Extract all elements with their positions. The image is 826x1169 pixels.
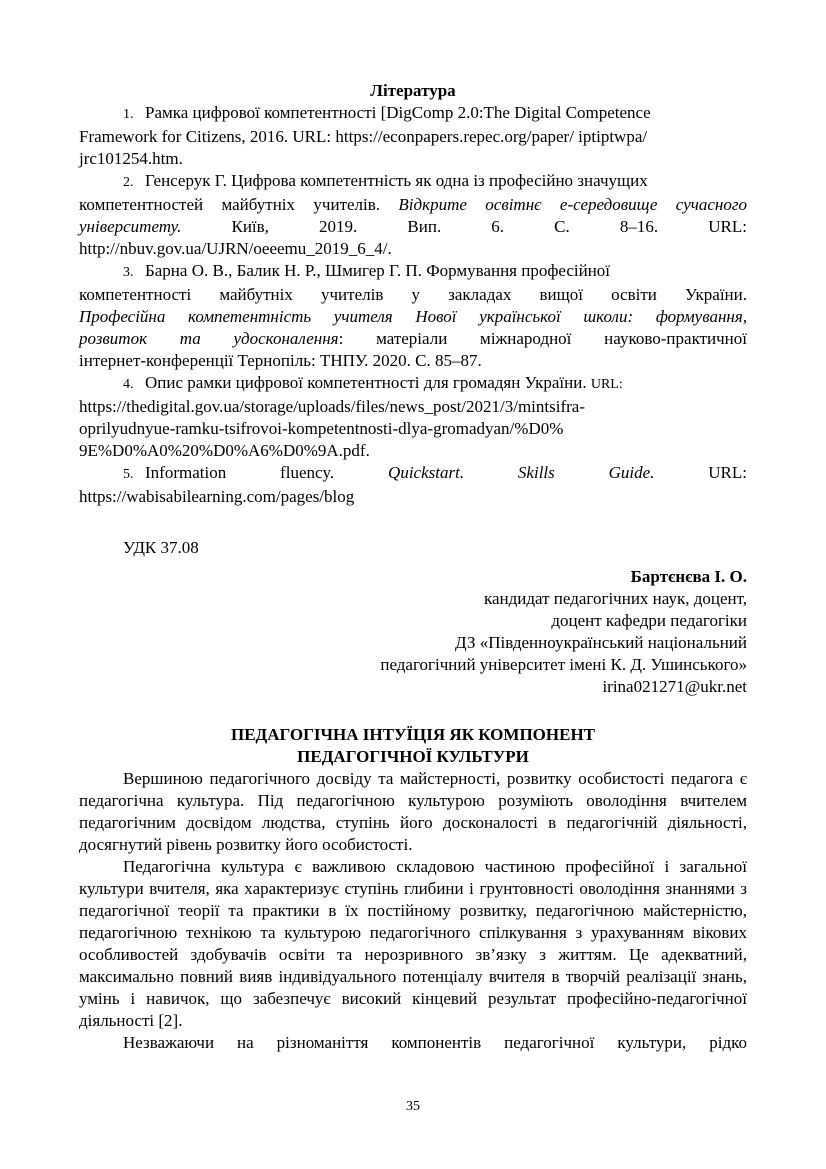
reference-source-title: Відкрите освітнє е-середовище сучасного: [398, 195, 747, 214]
author-block: [79, 566, 747, 698]
author-position: доцент кафедри педагогіки: [551, 611, 747, 630]
reference-text: Барна О. В., Балик Н. Р., Шмигер Г. П. Формування професійної: [145, 261, 611, 280]
reference-number: 3.: [123, 265, 134, 280]
reference-number: 4.: [123, 377, 134, 392]
reference-text: компетентності майбутніх учителів у закладах вищої освіти України.: [79, 285, 747, 304]
reference-text: Рамка цифрової компетентності [DigComp 2.0:The Digital Competence: [145, 103, 651, 122]
reference-source-title: Quickstart. Skills Guide.: [388, 463, 655, 482]
reference-link[interactable]: 9E%D0%A0%20%D0%A6%D0%9A.pdf.: [79, 441, 370, 460]
reference-text: [79, 328, 747, 350]
reference-text: Генсерук Г. Цифрова компетентність як одна із професійно значущих: [145, 171, 648, 190]
reference-text: [79, 216, 747, 238]
reference-link[interactable]: oprilyudnyue-ramku-tsifrovoi-kompetentnosti-dlya-gromadyan/%D0%: [79, 419, 564, 438]
reference-item-continued: [79, 486, 747, 508]
reference-text-part: компетентностей майбутніх учителів.: [79, 195, 399, 214]
reference-number: 1.: [123, 107, 134, 122]
reference-text: URL:: [590, 377, 623, 392]
reference-text: Опис рамки цифрової компетентності для громадян України.: [145, 373, 591, 392]
reference-link[interactable]: http://nbuv.gov.ua/UJRN/oeeemu_2019_6_4/.: [79, 239, 392, 258]
reference-item: [79, 462, 747, 486]
reference-number: 2.: [123, 175, 134, 190]
reference-item: [79, 372, 747, 462]
reference-number: 5.: [123, 467, 134, 482]
reference-text: Information fluency.: [145, 463, 389, 482]
article-title-line: ПЕДАГОГІЧНОЇ КУЛЬТУРИ: [297, 747, 529, 766]
author-name: Бартєнєва І. О.: [630, 567, 747, 586]
reference-text: Framework for Citizens, 2016. URL: https://econpapers.repec.org/paper/ iptiptwpa/: [79, 127, 648, 146]
author-institution: педагогічний університет імені К. Д. Ушинського»: [380, 655, 747, 674]
body-paragraph: Незважаючи на різноманіття компонентів педагогічної культури, рідко: [123, 1033, 747, 1052]
article-title: [79, 724, 747, 768]
reference-item: [79, 170, 747, 260]
reference-text-part: : матеріали міжнародної науково-практичної: [338, 329, 748, 348]
page-number: 35: [406, 1099, 420, 1114]
body-paragraph: Педагогічна культура є важливою складовою частиною професійної і загальної культури вчителя, яка характеризує ступінь глибини і грунтовності оволодіння знаннями з педагогічної теорії та практики в їх постійному розвитку, педагогічною майстерністю, педагогічною технікою та культурою педагогічного спілкування з урахуванням вікових особливостей здобувачів освіти та нерозривного зв’язку з життям. Це адекватний, максимально повний вияв індивідуального потенціалу вчителя в творчій реалізації знань, умінь і навичок, що забезпечує високий кінцевий результат професійно-педагогічної діяльності [2].: [79, 857, 747, 1030]
literature-heading: Література: [370, 81, 456, 100]
reference-item: [79, 102, 747, 170]
author-institution: ДЗ «Південноукраїнський національний: [454, 633, 747, 652]
udk-code: УДК 37.08: [123, 538, 199, 557]
body-paragraph: Вершиною педагогічного досвіду та майстерності, розвитку особистості педагога є педагогічна культура. Під педагогічною культурою розуміють оволодіння вчителем педагогічним досвідом людства, ступінь його досконалості в педагогічній діяльності, досягнутий рівень розвитку його особистості.: [79, 769, 747, 854]
reference-text-part: Київ, 2019. Вип. 6. С. 8–16. URL:: [181, 217, 747, 236]
reference-text: інтернет-конференції Тернопіль: ТНПУ. 2020. С. 85–87.: [79, 351, 482, 370]
reference-source-title: університету.: [79, 217, 182, 236]
author-email[interactable]: irina021271@ukr.net: [602, 677, 747, 696]
page-content: [79, 80, 747, 1054]
reference-source-title: розвиток та удосконалення: [79, 329, 339, 348]
reference-text: [79, 194, 747, 216]
reference-item: [79, 260, 747, 372]
reference-source-title: Професійна компетентність учителя Нової української школи: формування,: [79, 307, 747, 326]
article-title-line: ПЕДАГОГІЧНА ІНТУЇЦІЯ ЯК КОМПОНЕНТ: [230, 725, 596, 744]
reference-text: URL:: [654, 463, 747, 482]
reference-text: jrc101254.htm.: [79, 149, 183, 168]
reference-link[interactable]: https://thedigital.gov.ua/storage/uploads/files/news_post/2021/3/mintsifra-: [79, 397, 585, 416]
author-degree: кандидат педагогічних наук, доцент,: [483, 589, 747, 608]
reference-link[interactable]: https://wabisabilearning.com/pages/blog: [79, 487, 355, 506]
